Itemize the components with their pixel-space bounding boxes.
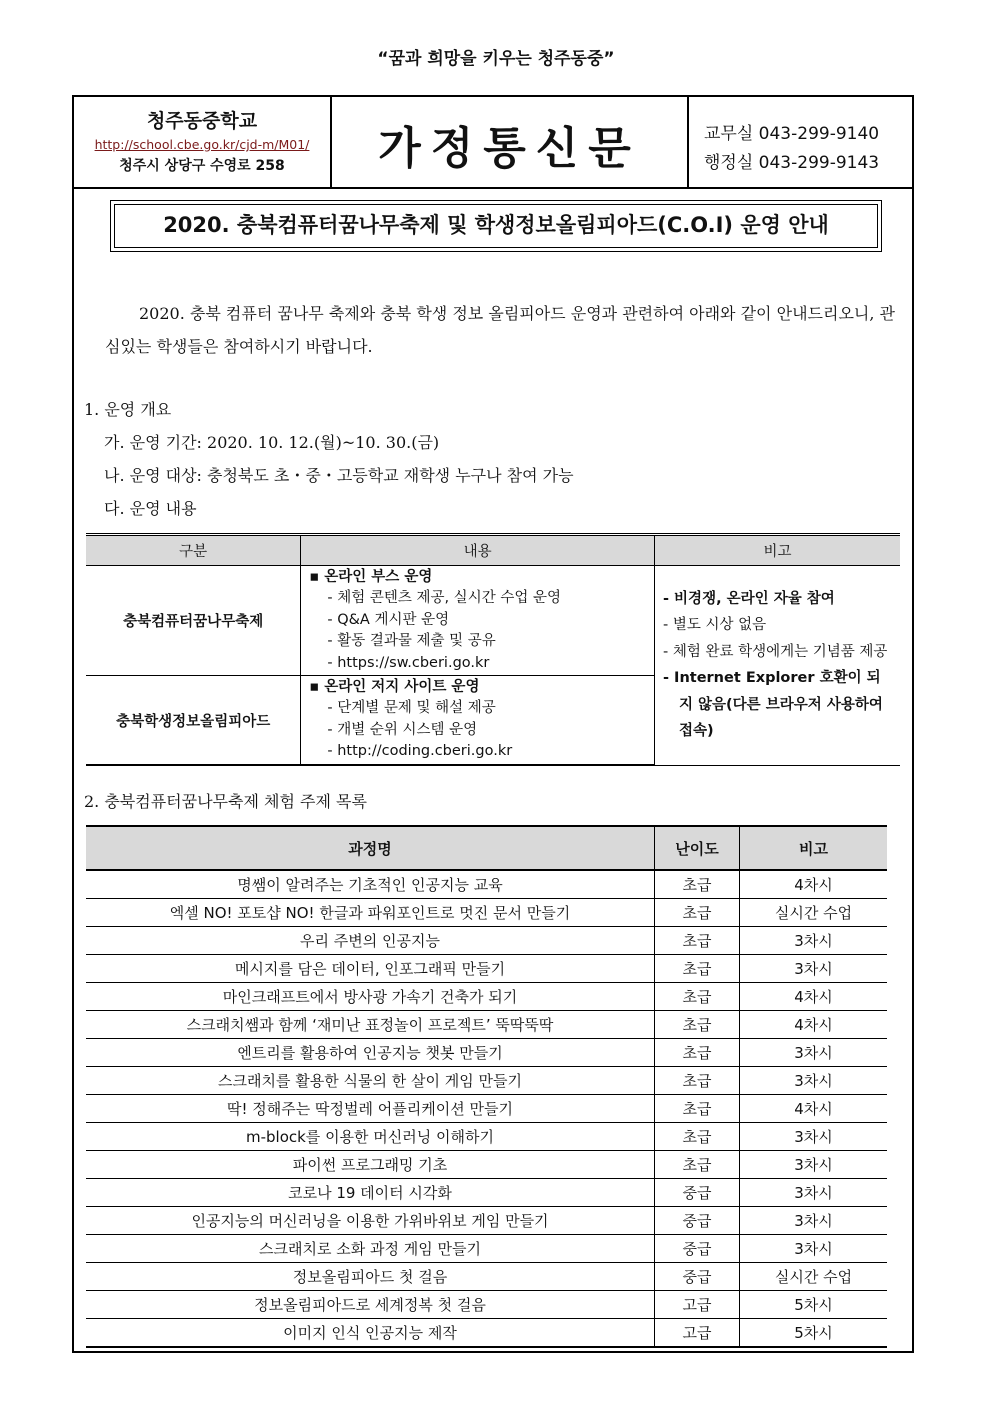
note-item: - 체험 완료 학생에게는 기념품 제공 bbox=[662, 643, 888, 660]
level-cell: 초급 bbox=[655, 983, 740, 1011]
column-header-note: 비고 bbox=[740, 826, 888, 870]
level-cell: 초급 bbox=[655, 1067, 740, 1095]
intro-paragraph bbox=[105, 297, 895, 363]
course-name-cell: 엔트리를 활용하여 인공지능 챗봇 만들기 bbox=[86, 1039, 655, 1067]
course-name-cell: 코로나 19 데이터 시각화 bbox=[86, 1179, 655, 1207]
course-name-cell: 스크래치로 소화 과정 게임 만들기 bbox=[86, 1235, 655, 1263]
table-row bbox=[86, 1151, 887, 1179]
notice-title-box bbox=[110, 200, 882, 252]
note-cell: 3차시 bbox=[740, 955, 888, 983]
school-url-link[interactable]: http://school.cbe.go.kr/cjd-m/M01/ bbox=[94, 137, 310, 152]
content-item: - 단계별 문제 및 해설 제공 bbox=[327, 700, 496, 717]
content-heading: ▪ 온라인 부스 운영 bbox=[309, 569, 433, 585]
table-row bbox=[86, 1067, 887, 1095]
letterhead bbox=[74, 97, 912, 189]
table-row bbox=[86, 927, 887, 955]
note-cell: 3차시 bbox=[740, 1067, 888, 1095]
level-cell: 초급 bbox=[655, 955, 740, 983]
note-cell: 3차시 bbox=[740, 1123, 888, 1151]
course-name-cell: 파이썬 프로그래밍 기초 bbox=[86, 1151, 655, 1179]
level-cell: 초급 bbox=[655, 1151, 740, 1179]
content-heading: ▪ 온라인 저지 사이트 운영 bbox=[309, 679, 480, 696]
table-header-row bbox=[86, 826, 887, 870]
content-item: - 활동 결과물 제출 및 공유 bbox=[327, 633, 496, 649]
course-name-cell: 우리 주변의 인공지능 bbox=[86, 927, 655, 955]
note-cell: 3차시 bbox=[740, 1235, 888, 1263]
table-row bbox=[86, 1263, 887, 1291]
content-cell bbox=[301, 566, 655, 676]
operation-content-heading: 다. 운영 내용 bbox=[104, 499, 197, 518]
level-cell: 초급 bbox=[655, 899, 740, 927]
content-item: - 체험 콘텐츠 제공, 실시간 수업 운영 bbox=[327, 590, 561, 606]
course-name-cell: 딱! 정해주는 딱정벌레 어플리케이션 만들기 bbox=[86, 1095, 655, 1123]
note-cell: 4차시 bbox=[740, 983, 888, 1011]
notice-title: 2020. 충북컴퓨터꿈나무축제 및 학생정보올림피아드(C.O.I) 운영 안내 bbox=[114, 204, 878, 248]
table-row bbox=[86, 870, 887, 899]
category-cell: 충북학생정보올림피아드 bbox=[86, 676, 301, 766]
note-cell: 4차시 bbox=[740, 1011, 888, 1039]
level-cell: 초급 bbox=[655, 1011, 740, 1039]
phone-admin-office: 행정실 043-299-9143 bbox=[704, 153, 880, 173]
content-cell bbox=[301, 676, 655, 766]
table-row bbox=[86, 983, 887, 1011]
level-cell: 초급 bbox=[655, 870, 740, 899]
content-item-link[interactable]: - http://coding.cberi.go.kr bbox=[327, 743, 513, 760]
course-name-cell: m-block를 이용한 머신러닝 이해하기 bbox=[86, 1123, 655, 1151]
document-type bbox=[332, 97, 689, 187]
table-row bbox=[86, 955, 887, 983]
operation-table bbox=[86, 533, 900, 766]
section2-heading: 2. 충북컴퓨터꿈나무축제 체험 주제 목록 bbox=[84, 792, 367, 811]
intro-text: 2020. 충북 컴퓨터 꿈나무 축제와 충북 학생 정보 올림피아드 운영과 관련하여 아래와 같이 안내드리오니, 관심있는 학생들은 참여하시기 바랍니다. bbox=[105, 304, 895, 356]
table-row bbox=[86, 899, 887, 927]
column-header: 비고 bbox=[654, 535, 900, 566]
category-cell: 충북컴퓨터꿈나무축제 bbox=[86, 566, 301, 676]
school-info bbox=[74, 97, 332, 187]
note-cell: 4차시 bbox=[740, 870, 888, 899]
level-cell: 중급 bbox=[655, 1207, 740, 1235]
column-header-level: 난이도 bbox=[655, 826, 740, 870]
table-row bbox=[86, 1039, 887, 1067]
course-name-cell: 엑셀 NO! 포토샵 NO! 한글과 파워포인트로 멋진 문서 만들기 bbox=[86, 899, 655, 927]
note-cell: 3차시 bbox=[740, 1207, 888, 1235]
school-address: 청주시 상당구 수영로 258 bbox=[119, 158, 285, 174]
note-cell: 5차시 bbox=[740, 1319, 888, 1348]
note-cell: 실시간 수업 bbox=[740, 1263, 888, 1291]
document-title: 가정통신문 bbox=[378, 123, 641, 174]
table-row bbox=[86, 566, 900, 676]
course-name-cell: 스크래치쌤과 함께 ‘재미난 표정놀이 프로젝트’ 뚝딱뚝딱 bbox=[86, 1011, 655, 1039]
course-list-table bbox=[86, 825, 887, 1348]
table-row bbox=[86, 1095, 887, 1123]
level-cell: 중급 bbox=[655, 1263, 740, 1291]
note-cell: 실시간 수업 bbox=[740, 899, 888, 927]
school-name: 청주동중학교 bbox=[146, 110, 258, 132]
note-item: - 별도 시상 없음 bbox=[662, 617, 767, 634]
table-row bbox=[86, 1319, 887, 1348]
level-cell: 중급 bbox=[655, 1179, 740, 1207]
note-cell: 3차시 bbox=[740, 1039, 888, 1067]
course-name-cell: 스크래치를 활용한 식물의 한 살이 게임 만들기 bbox=[86, 1067, 655, 1095]
note-cell: 3차시 bbox=[740, 1151, 888, 1179]
column-header-course: 과정명 bbox=[86, 826, 655, 870]
phone-academic-office: 교무실 043-299-9140 bbox=[704, 124, 880, 144]
course-name-cell: 인공지능의 머신러닝을 이용한 가위바위보 게임 만들기 bbox=[86, 1207, 655, 1235]
content-item: - 개별 순위 시스템 운영 bbox=[327, 721, 478, 738]
note-item: - 비경쟁, 온라인 자율 참여 bbox=[662, 590, 835, 607]
course-name-cell: 마인크래프트에서 방사광 가속기 건축가 되기 bbox=[86, 983, 655, 1011]
level-cell: 초급 bbox=[655, 1123, 740, 1151]
course-name-cell: 이미지 인식 인공지능 제작 bbox=[86, 1319, 655, 1348]
course-name-cell: 정보올림피아드로 세계정복 첫 걸음 bbox=[86, 1291, 655, 1319]
level-cell: 초급 bbox=[655, 927, 740, 955]
column-header: 내용 bbox=[301, 535, 655, 566]
level-cell: 고급 bbox=[655, 1291, 740, 1319]
level-cell: 초급 bbox=[655, 1039, 740, 1067]
course-name-cell: 명쌤이 알려주는 기초적인 인공지능 교육 bbox=[86, 870, 655, 899]
table-row bbox=[86, 1179, 887, 1207]
level-cell: 중급 bbox=[655, 1235, 740, 1263]
note-cell: 3차시 bbox=[740, 927, 888, 955]
table-row bbox=[86, 1207, 887, 1235]
note-cell: 5차시 bbox=[740, 1291, 888, 1319]
level-cell: 고급 bbox=[655, 1319, 740, 1348]
content-item-link[interactable]: - https://sw.cberi.go.kr bbox=[327, 654, 490, 671]
course-name-cell: 정보올림피아드 첫 걸음 bbox=[86, 1263, 655, 1291]
level-cell: 초급 bbox=[655, 1095, 740, 1123]
table-row bbox=[86, 1235, 887, 1263]
table-row bbox=[86, 1123, 887, 1151]
table-row bbox=[86, 1291, 887, 1319]
table-header-row bbox=[86, 535, 900, 566]
course-rows bbox=[86, 870, 887, 1347]
course-name-cell: 메시지를 담은 데이터, 인포그래픽 만들기 bbox=[86, 955, 655, 983]
table-row bbox=[86, 1011, 887, 1039]
column-header: 구분 bbox=[86, 535, 301, 566]
note-item: - Internet Explorer 호환이 되지 않음(다른 브라우저 사용하여 접속) bbox=[662, 670, 883, 740]
section1-heading: 1. 운영 개요 bbox=[84, 400, 172, 419]
note-cell: 4차시 bbox=[740, 1095, 888, 1123]
newsletter-frame bbox=[72, 95, 914, 1353]
note-cell: 3차시 bbox=[740, 1179, 888, 1207]
operation-target: 나. 운영 대상: 충청북도 초・중・고등학교 재학생 누구나 참여 가능 bbox=[104, 466, 574, 485]
operation-period: 가. 운영 기간: 2020. 10. 12.(월)~10. 30.(금) bbox=[104, 433, 440, 452]
contact-info bbox=[689, 97, 912, 187]
motto: “꿈과 희망을 키우는 청주동중” bbox=[377, 49, 615, 69]
content-item: - Q&A 게시판 운영 bbox=[327, 611, 450, 628]
notes-cell bbox=[654, 566, 900, 766]
